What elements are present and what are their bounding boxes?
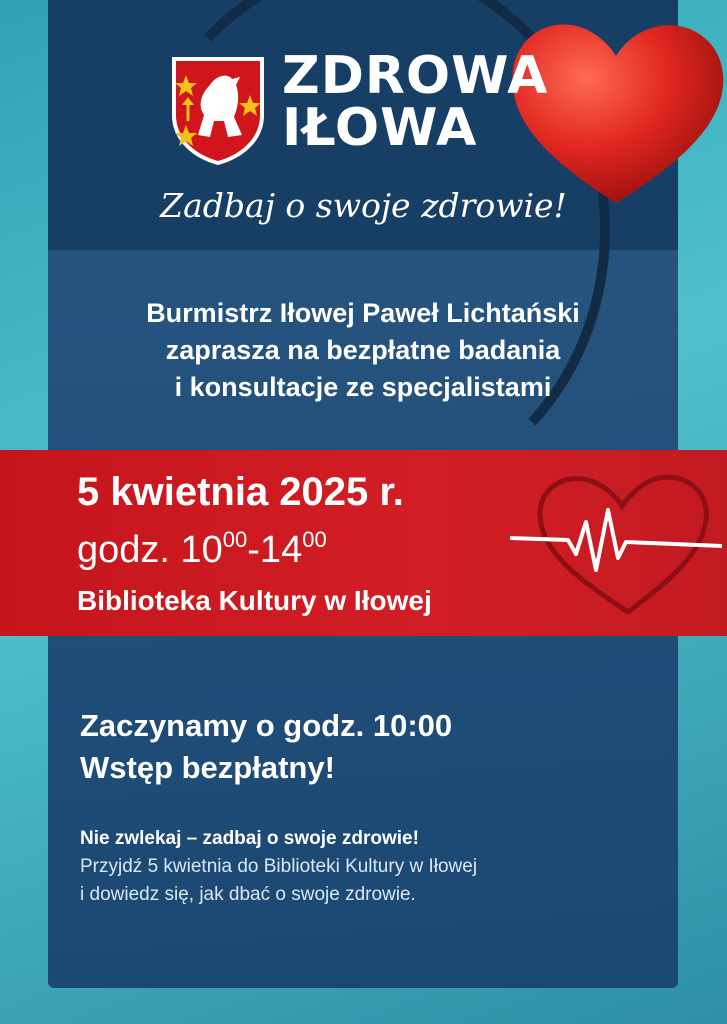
cta-line-1: Przyjdź 5 kwietnia do Biblioteki Kultury w Iłowej [80, 856, 478, 877]
invitation-line-3: i konsultacje ze specjalistami [174, 372, 552, 402]
event-hours [77, 527, 327, 572]
tagline: Zadbaj o swoje zdrowie! [160, 186, 567, 225]
brand-line-1: ZDROWA [282, 46, 549, 106]
event-venue: Biblioteka Kultury w Iłowej [77, 585, 432, 616]
call-to-action [80, 825, 477, 909]
invitation-text [48, 295, 678, 406]
free-entry: Wstęp bezpłatny! [80, 750, 335, 785]
hours-prefix: godz. 10 [77, 529, 223, 571]
start-info [80, 705, 452, 789]
invitation-line-1: Burmistrz Iłowej Paweł Lichtański [146, 298, 580, 328]
brand-line-2: IŁOWA [282, 98, 478, 158]
cta-line-2: i dowiedz się, jak dbać o swoje zdrowie. [80, 884, 416, 905]
invitation-line-2: zaprasza na bezpłatne badania [165, 335, 561, 365]
heartbeat-heart-icon [510, 462, 722, 622]
hours-separator: -14 [247, 529, 303, 571]
brand-title [282, 46, 549, 158]
coat-of-arms-icon [170, 55, 266, 165]
start-time: Zaczynamy o godz. 10:00 [80, 708, 453, 743]
hours-end-minutes: 00 [302, 527, 327, 552]
cta-headline: Nie zwlekaj – zadbaj o swoje zdrowie! [80, 828, 419, 849]
hours-start-minutes: 00 [222, 527, 248, 552]
event-date: 5 kwietnia 2025 r. [77, 470, 404, 514]
